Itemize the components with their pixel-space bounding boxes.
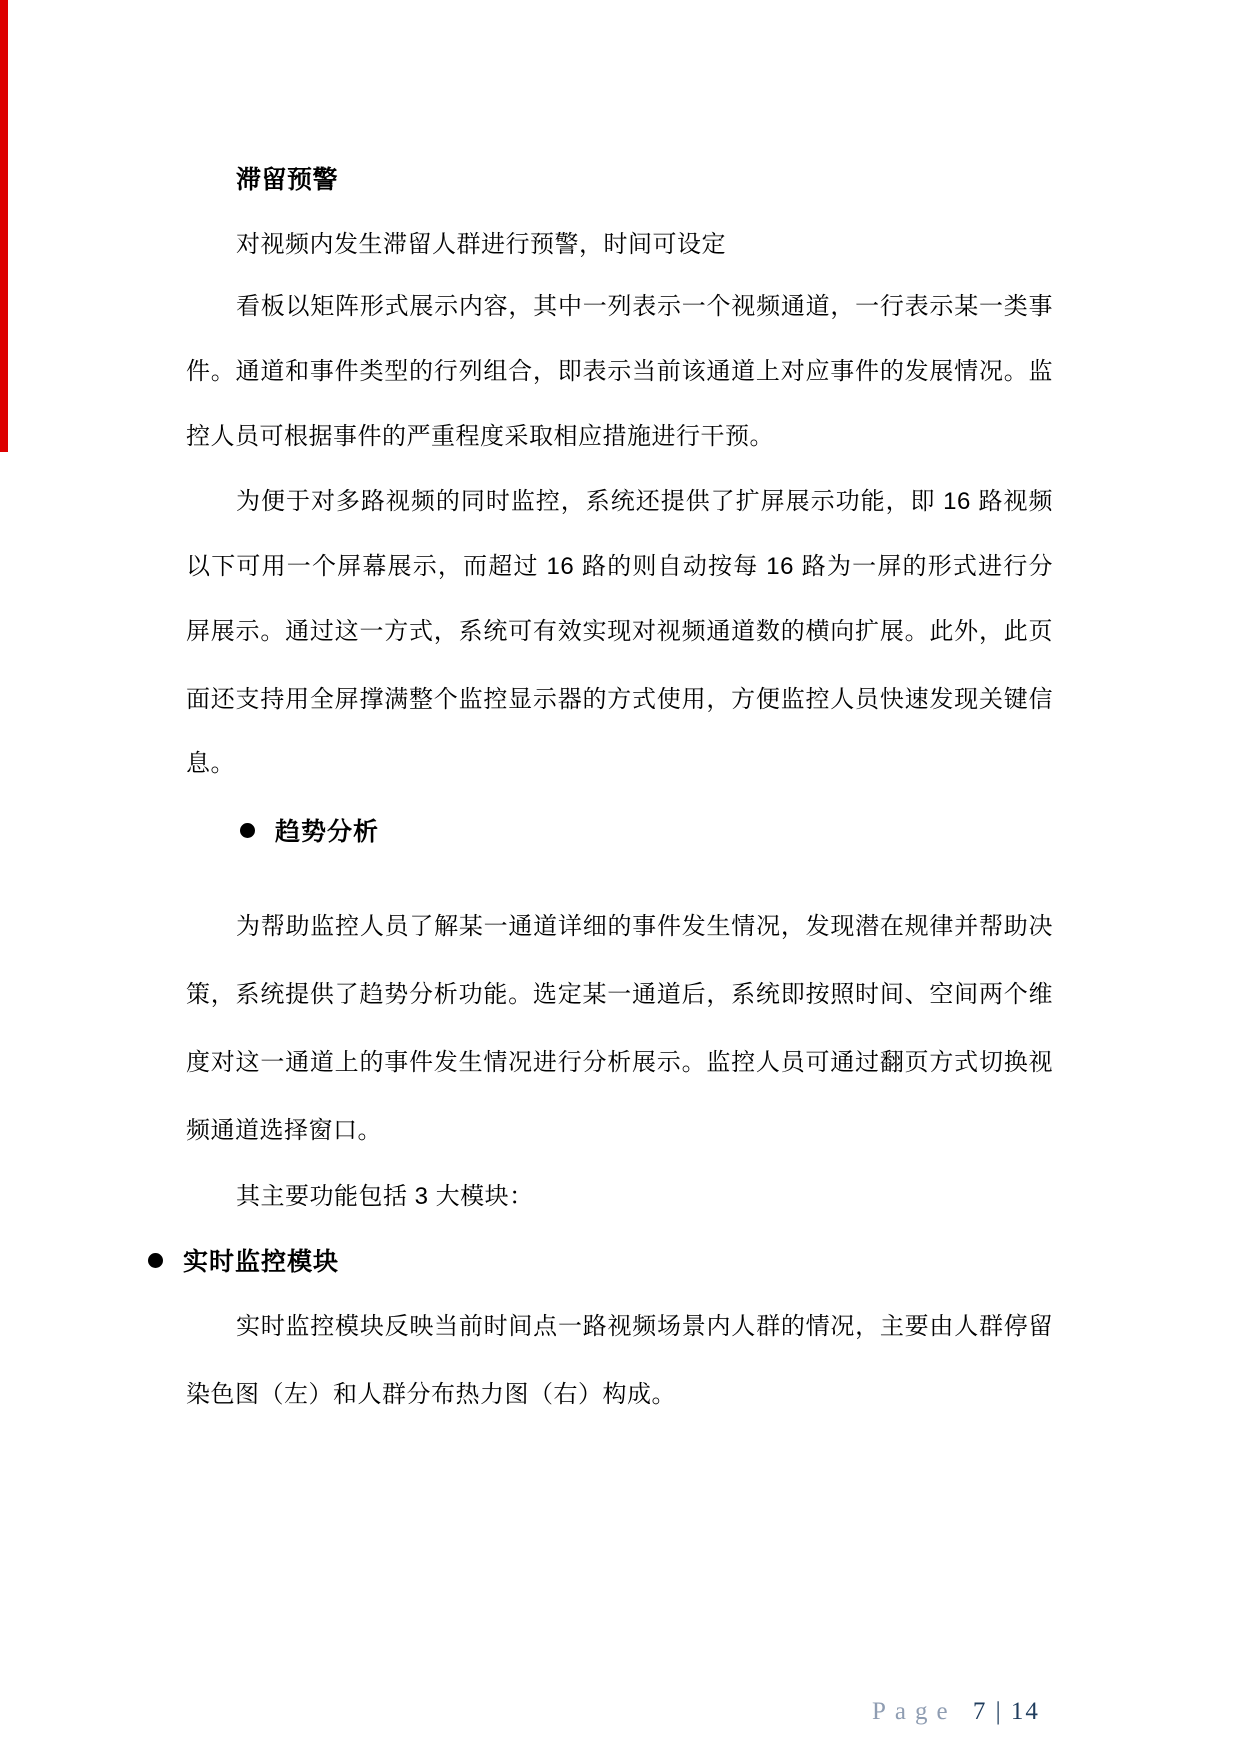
- bullet-icon: [148, 1253, 163, 1268]
- paragraph-line: 件。通道和事件类型的行列组合，即表示当前该通道上对应事件的发展情况。监: [186, 358, 1053, 385]
- paragraph-line: 息。: [186, 750, 235, 777]
- paragraph-line: 策，系统提供了趋势分析功能。选定某一通道后，系统即按照时间、空间两个维: [186, 981, 1053, 1008]
- paragraph-line: 控人员可根据事件的严重程度采取相应措施进行干预。: [186, 423, 774, 450]
- paragraph-line: 面还支持用全屏撑满整个监控显示器的方式使用，方便监控人员快速发现关键信: [186, 686, 1053, 713]
- paragraph-line: 对视频内发生滞留人群进行预警，时间可设定: [236, 231, 726, 258]
- bullet-item: [148, 1240, 339, 1280]
- bullet-item: [240, 810, 379, 850]
- paragraph-line: 其主要功能包括 3 大模块：: [236, 1183, 534, 1210]
- bullet-icon: [240, 823, 255, 838]
- paragraph-line: 看板以矩阵形式展示内容，其中一列表示一个视频通道，一行表示某一类事: [236, 293, 1053, 320]
- paragraph-line: 为便于对多路视频的同时监控，系统还提供了扩屏展示功能，即 16 路视频: [236, 488, 1053, 515]
- page-footer: [872, 1698, 1040, 1726]
- bullet-label: 趋势分析: [275, 818, 380, 846]
- section-heading: 滞留预警: [236, 166, 339, 194]
- paragraph-line: 以下可用一个屏幕展示，而超过 16 路的则自动按每 16 路为一屏的形式进行分: [186, 553, 1053, 580]
- paragraph-line: 频通道选择窗口。: [186, 1117, 382, 1144]
- footer-page-number: 7 | 14: [972, 1698, 1040, 1725]
- footer-page-label: Page: [872, 1698, 957, 1725]
- bullet-label: 实时监控模块: [183, 1248, 340, 1276]
- paragraph-line: 染色图（左）和人群分布热力图（右）构成。: [186, 1381, 676, 1408]
- paragraph-line: 度对这一通道上的事件发生情况进行分析展示。监控人员可通过翻页方式切换视: [186, 1049, 1053, 1076]
- left-accent-bar: [0, 0, 8, 452]
- paragraph-line: 实时监控模块反映当前时间点一路视频场景内人群的情况，主要由人群停留: [236, 1313, 1053, 1340]
- paragraph-line: 为帮助监控人员了解某一通道详细的事件发生情况，发现潜在规律并帮助决: [236, 913, 1053, 940]
- paragraph-line: 屏展示。通过这一方式，系统可有效实现对视频通道数的横向扩展。此外，此页: [186, 618, 1053, 645]
